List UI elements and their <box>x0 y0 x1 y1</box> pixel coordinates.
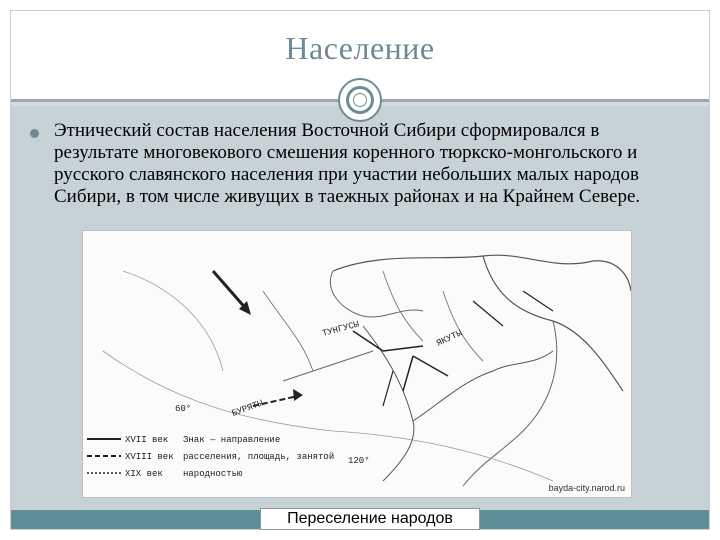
bullet-dot-icon <box>30 129 39 138</box>
legend-note-line3: народностью <box>183 469 243 479</box>
map-watermark: bayda-city.narod.ru <box>548 483 625 493</box>
legend-17th-century: XVII век <box>125 435 169 445</box>
emblem-core <box>353 93 367 107</box>
map-label-tungus: ТУНГУСЫ <box>321 319 361 339</box>
legend-note-line1: Знак — направление <box>183 435 281 445</box>
map-label-buryats: БУРЯТЫ <box>230 398 265 419</box>
legend-note-line2: расселения, площадь, занятой <box>183 452 335 462</box>
legend-19th-century: XIX век <box>125 469 163 479</box>
circle-emblem-icon <box>338 78 382 122</box>
map-label-lat: 60° <box>175 404 192 414</box>
legend-18th-century: XVIII век <box>125 452 174 462</box>
slide-title: Население <box>285 30 435 66</box>
migration-map-image <box>82 230 632 498</box>
map-caption: Переселение народов <box>260 508 480 530</box>
map-label-yakuts: ЯКУТЫ <box>435 328 464 349</box>
map-drawing <box>83 231 632 498</box>
emblem-ring <box>346 86 374 114</box>
map-label-lon: 120° <box>348 456 370 466</box>
bullet-text: Этнический состав населения Восточной Сибири сформировался в результате многовекового смешения коренного тюркско-монгольского и русского славянского населения при участии небольших малых народов Сибири, в том числе живущих в таежных районах и на Крайнем Севере. <box>54 120 641 207</box>
